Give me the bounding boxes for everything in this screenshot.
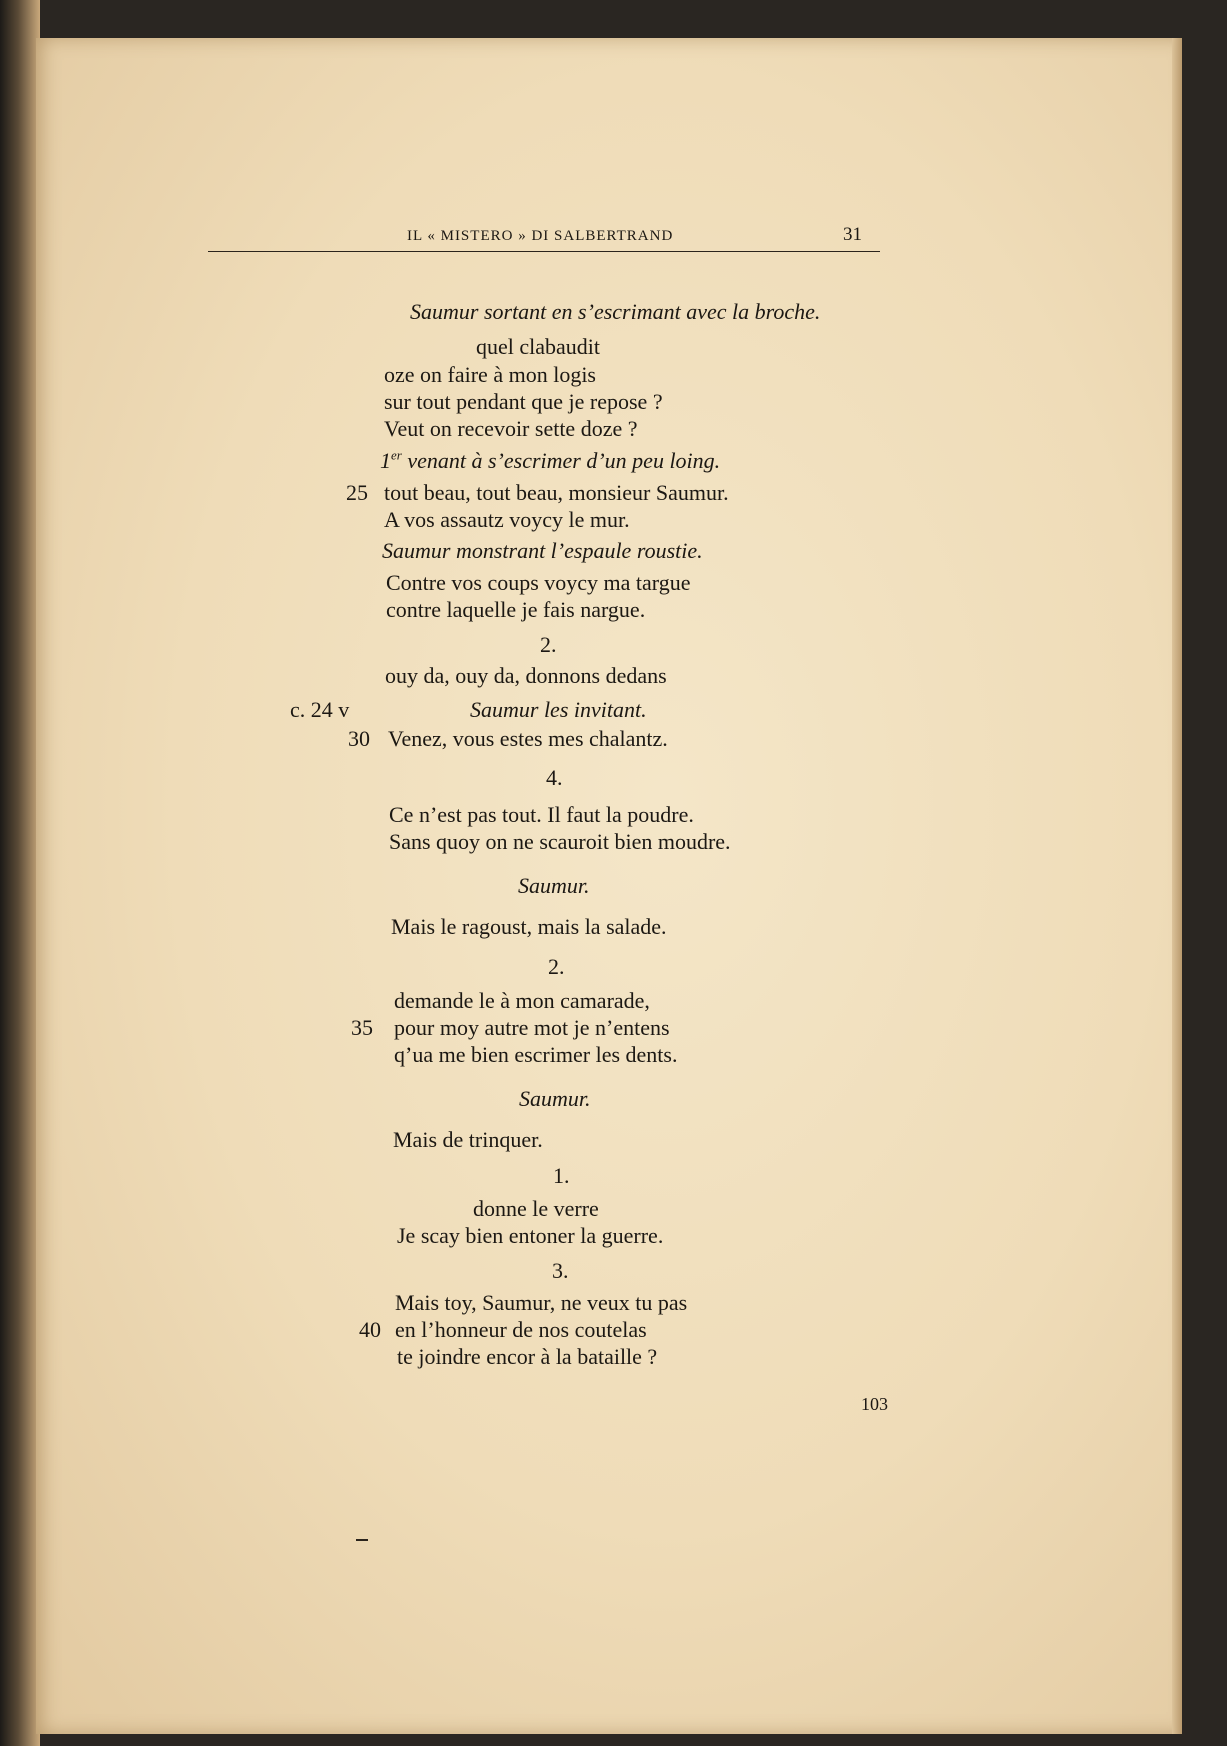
verse-line: Mais toy, Saumur, ne veux tu pas — [395, 1290, 688, 1315]
line-number: 40 — [359, 1317, 381, 1342]
page-edge — [1172, 38, 1182, 1734]
verse-line: demande le à mon camarade, — [394, 988, 650, 1013]
verse-line: tout beau, tout beau, monsieur Saumur. — [384, 480, 729, 505]
folio-reference: c. 24 v — [290, 697, 350, 722]
verse-line: A vos assautz voycy le mur. — [384, 507, 630, 532]
speaker-number: 2. — [540, 632, 557, 657]
running-title: IL « MISTERO » DI SALBERTRAND — [407, 228, 674, 244]
stage-direction: Saumur monstrant l’espaule roustie. — [382, 538, 703, 563]
verse-line: Mais le ragoust, mais la salade. — [391, 914, 667, 939]
speaker-number: 1. — [553, 1163, 570, 1188]
verse-line: Mais de trinquer. — [393, 1127, 543, 1152]
verse-line: Ce n’est pas tout. Il faut la poudre. — [389, 802, 694, 827]
stage-direction — [380, 448, 720, 474]
speaker-number: 4. — [546, 765, 563, 790]
page-number: 31 — [843, 224, 862, 245]
line-number: 35 — [351, 1015, 373, 1040]
verse-line: quel clabaudit — [476, 334, 601, 359]
verse-line: Je scay bien entoner la guerre. — [397, 1223, 664, 1248]
header-rule — [208, 251, 880, 252]
verse-line: te joindre encor à la bataille ? — [397, 1344, 658, 1369]
printer-mark — [356, 1539, 368, 1541]
stage-direction: Saumur les invitant. — [470, 697, 647, 722]
footer-folio: 103 — [861, 1394, 888, 1414]
verse-line: Contre vos coups voycy ma targue — [386, 570, 691, 595]
verse-line: Sans quoy on ne scauroit bien moudre. — [389, 829, 731, 854]
stage-direction: Saumur sortant en s’escrimant avec la broche. — [410, 299, 821, 324]
speaker-name: Saumur. — [518, 873, 590, 898]
verse-line: pour moy autre mot je n’entens — [394, 1015, 670, 1040]
speaker-number: 3. — [552, 1258, 569, 1283]
line-number: 25 — [346, 480, 368, 505]
verse-line: Venez, vous estes mes chalantz. — [388, 726, 668, 751]
speaker-superscript: er — [391, 447, 402, 463]
speaker-number: 1 — [380, 448, 391, 473]
speaker-name: Saumur. — [519, 1086, 591, 1111]
verse-line: Veut on recevoir sette doze ? — [384, 416, 638, 441]
verse-line: q’ua me bien escrimer les dents. — [394, 1042, 678, 1067]
book-page — [36, 38, 1182, 1734]
verse-line: oze on faire à mon logis — [384, 362, 596, 387]
spine-shadow — [0, 0, 40, 1746]
verse-line: sur tout pendant que je repose ? — [384, 389, 663, 414]
verse-line: donne le verre — [473, 1196, 599, 1221]
verse-line: contre laquelle je fais nargue. — [386, 597, 646, 622]
verse-line: en l’honneur de nos coutelas — [395, 1317, 647, 1342]
verse-line: ouy da, ouy da, donnons dedans — [385, 663, 667, 688]
line-number: 30 — [348, 726, 370, 751]
stage-direction-text: venant à s’escrimer d’un peu loing. — [401, 448, 721, 473]
speaker-number: 2. — [548, 954, 565, 979]
